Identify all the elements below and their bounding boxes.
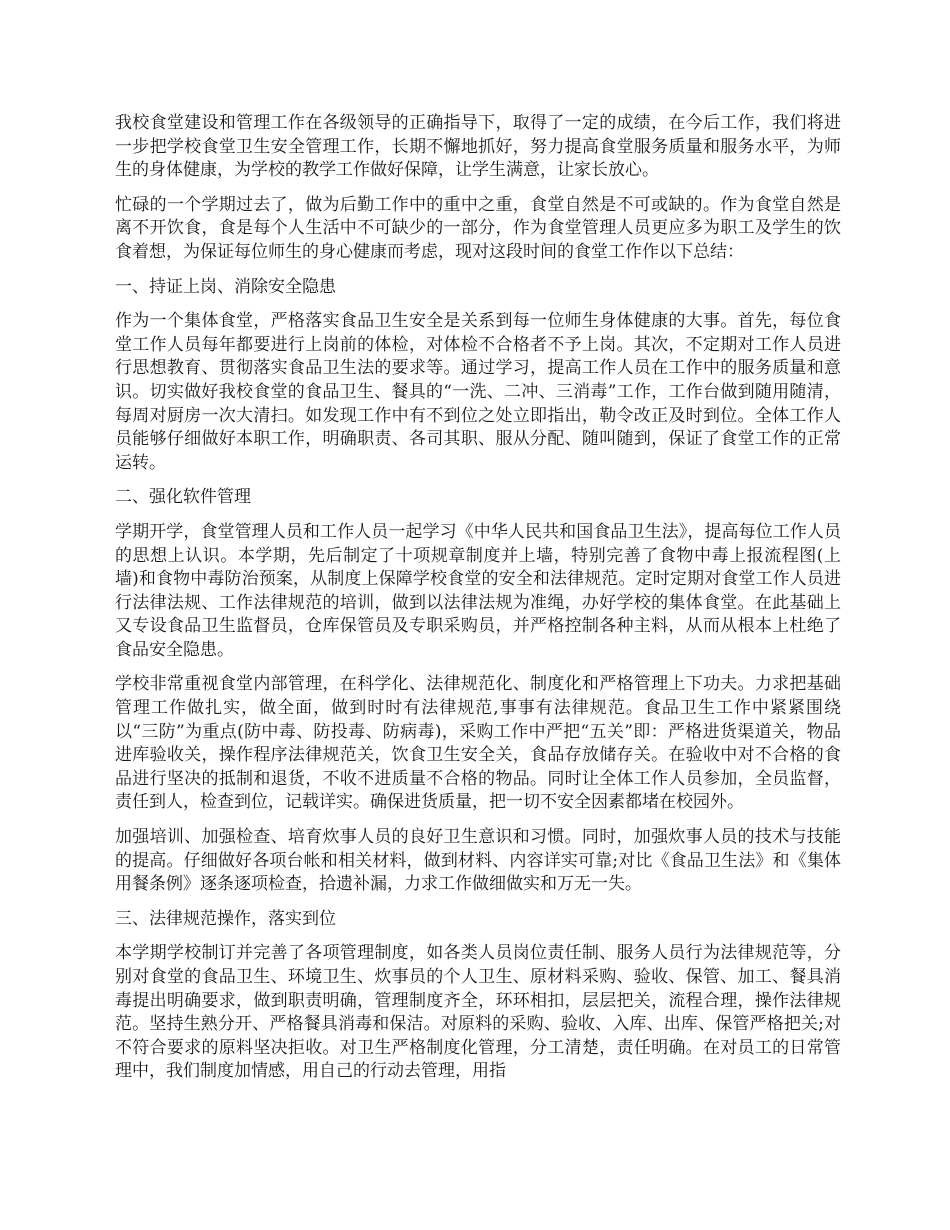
paragraph-section-1: 作为一个集体食堂，严格落实食品卫生安全是关系到每一位师生身体健康的大事。首先，每位食堂工作人员每年都要进行上岗前的体检，对体检不合格者不予上岗。其次，不定期对工作人员进行思想教育、贯彻落实食品卫生法的要求等。通过学习，提高工作人员在工作中的服务质量和意识。切实做好我校食堂的食品卫生、餐具的“一洗、二冲、三消毒”工作，工作台做到随用随清，每周对厨房一次大清扫。如发现工作中有不到位之处立即指出，勒令改正及时到位。全体工作人员能够仔细做好本职工作，明确职责、各司其职、服从分配、随叫随到，保证了食堂工作的正常运转。	[115, 311, 841, 473]
section-heading-1: 一、持证上岗、消除安全隐患	[115, 276, 336, 297]
document-body	[115, 112, 841, 1095]
paragraph-summary-lead: 忙碌的一个学期过去了，做为后勤工作中的重中之重，食堂自然是不可或缺的。作为食堂自然是离不开饮食，食是每个人生活中不可缺少的一部分，作为食堂管理人员更应多为职工及学生的饮食着想，为保证每位师生的身心健康而考虑，现对这段时间的食堂工作作以下总结：	[115, 194, 841, 262]
section-heading-2: 二、强化软件管理	[115, 487, 251, 508]
paragraph-section-3: 本学期学校制订并完善了各项管理制度，如各类人员岗位责任制、服务人员行为法律规范等，分别对食堂的食品卫生、环境卫生、炊事员的个人卫生、原材料采购、验收、保管、加工、餐具消毒提出明确要求，做到职责明确，管理制度齐全，环环相扣，层层把关，流程合理，操作法律规范。坚持生熟分开、严格餐具消毒和保洁。对原料的采购、验收、入库、出库、保管严格把关;对不符合要求的原料坚决拒收。对卫生严格制度化管理，分工清楚，责任明确。在对员工的日常管理中，我们制度加情感，用自己的行动去管理，用指	[115, 943, 841, 1082]
paragraph-section-2a: 学期开学，食堂管理人员和工作人员一起学习《中华人民共和国食品卫生法》，提高每位工作人员的思想上认识。本学期，先后制定了十项规章制度并上墙，特别完善了食物中毒上报流程图(上墙)和食物中毒防治预案，从制度上保障学校食堂的安全和法律规范。定时定期对食堂工作人员进行法律法规、工作法律规范的培训，做到以法律法规为准绳，办好学校的集体食堂。在此基础上又专设食品卫生监督员，仓库保管员及专职采购员，并严格控制各种主料，从而从根本上杜绝了食品安全隐患。	[115, 521, 841, 660]
paragraph-section-2c: 加强培训、加强检查、培育炊事人员的良好卫生意识和习惯。同时，加强炊事人员的技术与技能的提高。仔细做好各项台帐和相关材料，做到材料、内容详实可靠;对比《食品卫生法》和《集体用餐条例》逐条逐项检查，拾遗补漏，力求工作做细做实和万无一失。	[115, 827, 841, 895]
paragraph-intro: 我校食堂建设和管理工作在各级领导的正确指导下，取得了一定的成绩，在今后工作，我们将进一步把学校食堂卫生安全管理工作，长期不懈地抓好，努力提高食堂服务质量和服务水平，为师生的身体健康，为学校的教学工作做好保障，让学生满意，让家长放心。	[115, 113, 841, 181]
section-heading-3: 三、法律规范操作，落实到位	[115, 908, 336, 929]
paragraph-section-2b: 学校非常重视食堂内部管理，在科学化、法律规范化、制度化和严格管理上下功夫。力求把基础管理工作做扎实，做全面，做到时时有法律规范,事事有法律规范。食品卫生工作中紧紧围绕以“三防”为重点(防中毒、防投毒、防病毒)，采购工作中严把“五关”即：严格进货渠道关，物品进库验收关，操作程序法律规范关，饮食卫生安全关，食品存放储存关。在验收中对不合格的食品进行坚决的抵制和退货，不收不进质量不合格的物品。同时让全体工作人员参加，全员监督，责任到人，检查到位，记载详实。确保进货质量，把一切不安全因素都堵在校园外。	[115, 674, 841, 813]
